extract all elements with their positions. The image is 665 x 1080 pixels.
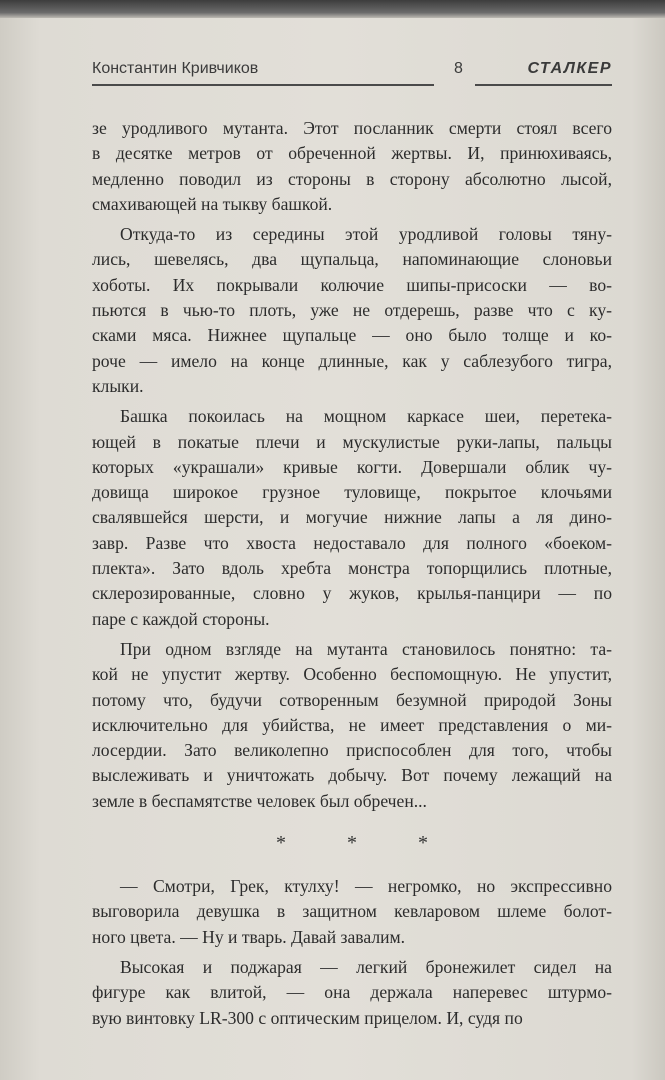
text-line: При одном взгляде на мутанта становилось понятно: та- bbox=[120, 638, 612, 659]
series-title: СТАЛКЕР bbox=[527, 60, 612, 77]
header-rule-left bbox=[92, 84, 434, 86]
text-line: довища широкое грузное туловище, покрытое клочьями bbox=[92, 482, 612, 503]
paragraphs-after-separator bbox=[92, 874, 612, 1031]
text-line: плекта». Зато вдоль хребта монстра топорщились плотные, bbox=[92, 558, 612, 579]
text-line: Башка покоилась на мощном каркасе шеи, перетека- bbox=[120, 406, 612, 427]
text-line: — Смотри, Грек, ктулху! — негромко, но экспрессивно bbox=[120, 876, 612, 897]
text-line: земле в беспамятстве человек был обречен... bbox=[92, 790, 427, 811]
text-line: ного цвета. — Ну и тварь. Давай завалим. bbox=[92, 926, 406, 947]
book-top-edge bbox=[0, 0, 665, 18]
text-line: клыки. bbox=[92, 375, 144, 396]
paragraph bbox=[92, 637, 612, 814]
text-line: лосердии. Зато великолепно приспособлен для того, чтобы bbox=[92, 740, 612, 761]
text-line: лись, шевелясь, два щупальца, напоминающие слоновьи bbox=[92, 249, 612, 270]
text-line: выслеживать и уничтожать добычу. Вот почему лежащий на bbox=[92, 765, 612, 786]
running-header bbox=[92, 60, 612, 86]
text-line: склерозированные, словно у жуков, крылья-панцири — по bbox=[92, 583, 612, 604]
text-line: свалявшейся шерсти, и могучие нижние лапы а ля дино- bbox=[92, 507, 612, 528]
text-line: роче — имело на конце длинные, как у саблезубого тигра, bbox=[92, 350, 612, 371]
paragraph bbox=[92, 404, 612, 632]
author-name: Константин Кривчиков bbox=[92, 60, 259, 77]
text-line: зе уродливого мутанта. Этот посланник смерти стоял всего bbox=[92, 118, 612, 138]
text-line: вую винтовку LR-300 с оптическим прицелом. И, судя по bbox=[92, 1007, 523, 1028]
paragraph bbox=[92, 222, 612, 399]
text-line: смахивающей на тыкву башкой. bbox=[92, 193, 333, 214]
text-line: паре с каждой стороны. bbox=[92, 608, 270, 629]
paragraph bbox=[92, 116, 612, 217]
text-line: медленно поводил из стороны в сторону абсолютно лысой, bbox=[92, 168, 612, 189]
header-rule-right bbox=[475, 84, 612, 86]
page-number: 8 bbox=[454, 60, 463, 77]
body-text bbox=[92, 116, 612, 1036]
paragraphs-before-separator bbox=[92, 116, 612, 814]
text-line: исключительно для убийства, не имеет представления о ми- bbox=[92, 714, 612, 735]
book-page bbox=[0, 18, 665, 1080]
text-line: пьются в чью-то плоть, уже не отдерешь, разве что с ку- bbox=[92, 300, 612, 321]
text-line: кой не упустит жертву. Особенно беспомощную. Не упустит, bbox=[92, 664, 612, 685]
text-line: потому что, будучи сотворенным безумной природой Зоны bbox=[92, 689, 612, 710]
text-line: Откуда-то из середины этой уродливой головы тяну- bbox=[120, 224, 612, 245]
text-line: в десятке метров от обреченной жертвы. И, принюхиваясь, bbox=[92, 143, 612, 164]
text-line: хоботы. Их покрывали колючие шипы-присоски — во- bbox=[92, 274, 612, 295]
text-line: завр. Разве что хвоста недоставало для полного «боеком- bbox=[92, 532, 612, 553]
text-line: сками мяса. Нижнее щупальце — оно было толще и ко- bbox=[92, 325, 612, 346]
text-line: ющей в покатые плечи и мускулистые руки-лапы, пальцы bbox=[92, 431, 612, 452]
section-separator: * * * bbox=[276, 832, 456, 855]
text-line: выговорила девушка в защитном кевларовом шлеме болот- bbox=[92, 901, 612, 922]
text-line: фигуре как влитой, — она держала наперевес штурмо- bbox=[92, 982, 612, 1003]
text-line: которых «украшали» кривые когти. Довершали облик чу- bbox=[92, 456, 612, 477]
paragraph bbox=[92, 955, 612, 1031]
paragraph bbox=[92, 874, 612, 950]
text-line: Высокая и поджарая — легкий бронежилет сидел на bbox=[120, 956, 612, 977]
